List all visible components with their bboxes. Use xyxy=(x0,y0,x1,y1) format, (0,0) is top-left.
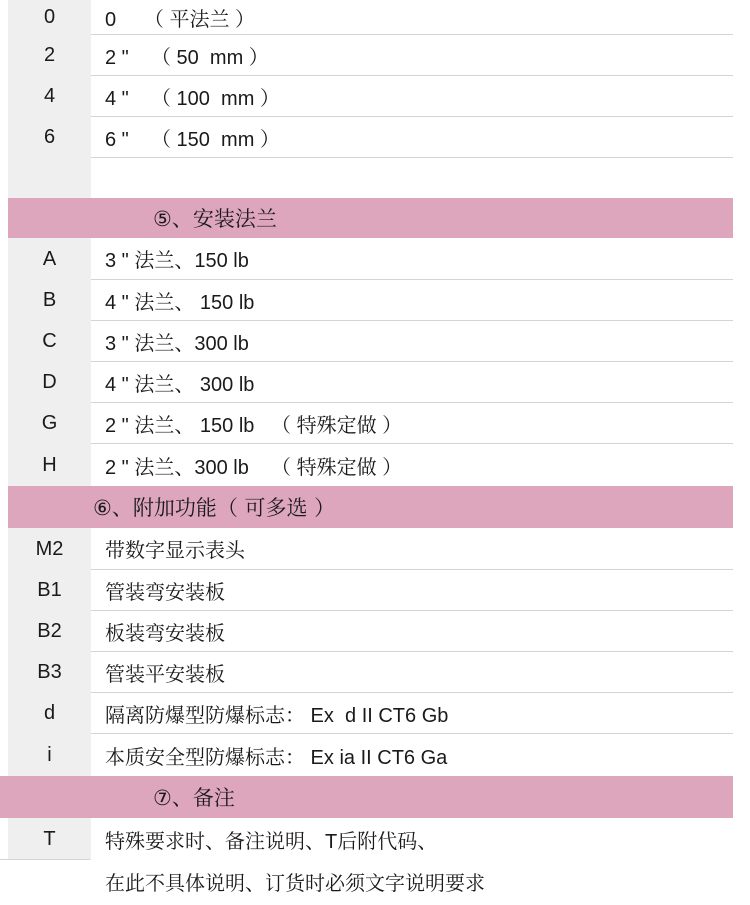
table-row xyxy=(8,444,733,486)
section-header-additional-functions xyxy=(8,486,733,528)
table-row xyxy=(8,117,733,158)
option-code xyxy=(8,158,91,198)
table-row xyxy=(8,652,733,693)
option-description: 4 " 法兰、 300 lb xyxy=(91,362,733,403)
option-description: 3 " 法兰、150 lb xyxy=(91,238,733,280)
option-code: G xyxy=(8,403,91,444)
table-row xyxy=(8,734,733,776)
table-row xyxy=(8,860,733,902)
option-code: A xyxy=(8,238,91,280)
section-header-remarks xyxy=(0,776,733,818)
option-code: 6 xyxy=(8,117,91,158)
table-row xyxy=(8,818,733,860)
table-row xyxy=(8,528,733,570)
section-title: ⑥、附加功能（ 可多选 ） xyxy=(93,496,336,520)
table-row xyxy=(8,403,733,444)
option-code: i xyxy=(8,734,91,776)
table-row xyxy=(8,0,733,35)
option-description xyxy=(91,158,733,198)
option-code: 4 xyxy=(8,76,91,117)
table-row xyxy=(8,570,733,611)
table-row xyxy=(8,76,733,117)
option-description: 隔离防爆型防爆标志： Ex d II CT6 Gb xyxy=(91,693,733,734)
option-code: 2 xyxy=(8,35,91,76)
option-description: 特殊要求时、备注说明、T后附代码、 xyxy=(105,830,438,853)
option-code: d xyxy=(8,693,91,734)
table-row xyxy=(8,238,733,280)
option-description: 在此不具体说明、订货时必须文字说明要求 xyxy=(105,872,485,895)
option-code: D xyxy=(8,362,91,403)
option-code: M2 xyxy=(8,528,91,570)
option-description: 6 " （ 150 mm ） xyxy=(91,117,733,158)
table-row xyxy=(8,35,733,76)
option-code: B2 xyxy=(8,611,91,652)
option-code: C xyxy=(8,321,91,362)
table-row xyxy=(8,693,733,734)
option-description: 2 " 法兰、300 lb （ 特殊定做 ） xyxy=(105,456,403,479)
option-description: 板装弯安装板 xyxy=(91,611,733,652)
section-title: ⑤、安装法兰 xyxy=(153,207,277,231)
option-code: B3 xyxy=(8,652,91,693)
option-description: 2 " 法兰、 150 lb （ 特殊定做 ） xyxy=(91,403,733,444)
option-code: 0 xyxy=(8,0,91,35)
table-row xyxy=(8,362,733,403)
option-code: T xyxy=(8,818,91,860)
option-description: 带数字显示表头 xyxy=(91,528,733,570)
table-row xyxy=(8,158,733,198)
option-description: 0 （ 平法兰 ） xyxy=(91,0,733,35)
table-row xyxy=(8,321,733,362)
table-row xyxy=(8,280,733,321)
option-description: 3 " 法兰、300 lb xyxy=(91,321,733,362)
option-description: 2 " （ 50 mm ） xyxy=(91,35,733,76)
table-row xyxy=(8,611,733,652)
option-code: B xyxy=(8,280,91,321)
section-header-mounting-flange xyxy=(8,198,733,238)
option-description: 本质安全型防爆标志： Ex ia II CT6 Ga xyxy=(105,746,448,769)
option-code xyxy=(8,860,91,902)
option-description: 管装弯安装板 xyxy=(91,570,733,611)
option-description: 4 " 法兰、 150 lb xyxy=(91,280,733,321)
option-code: B1 xyxy=(8,570,91,611)
section-title: ⑦、备注 xyxy=(153,786,235,810)
option-code: H xyxy=(8,444,91,486)
option-description: 管装平安装板 xyxy=(91,652,733,693)
option-description: 4 " （ 100 mm ） xyxy=(91,76,733,117)
